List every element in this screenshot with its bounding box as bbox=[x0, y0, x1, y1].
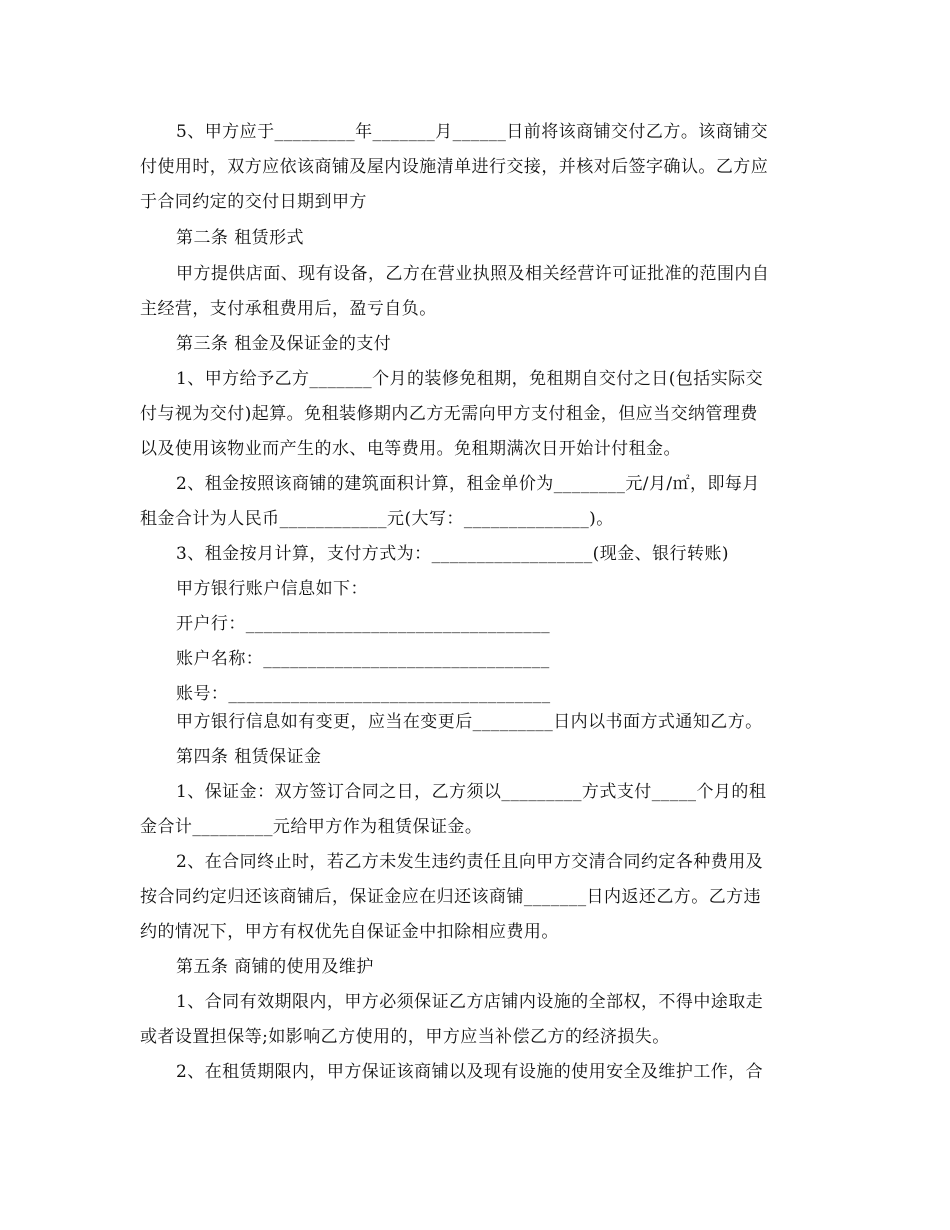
text-line: 5、甲方应于_________年_______月______日前将该商铺交付乙方。该商铺交 bbox=[176, 122, 769, 142]
text-line: 2、租金按照该商铺的建筑面积计算，租金单价为________元/月/㎡，即每月 bbox=[176, 474, 760, 494]
text-line: 3、租金按月计算，支付方式为：__________________(现金、银行转账) bbox=[176, 544, 729, 564]
text-line: 开户行：__________________________________ bbox=[176, 614, 551, 634]
text-line: 1、保证金：双方签订合同之日，乙方须以_________方式支付_____个月的租 bbox=[176, 782, 767, 802]
text-line: 甲方银行账户信息如下： bbox=[176, 579, 368, 599]
text-line: 租金合计为人民币____________元(大写：______________)。 bbox=[140, 509, 614, 529]
text-line: 金合计_________元给甲方作为租赁保证金。 bbox=[140, 817, 483, 837]
section-heading: 第三条 租金及保证金的支付 bbox=[176, 334, 392, 354]
text-line: 付使用时，双方应依该商铺及屋内设施清单进行交接，并核对后签字确认。乙方应 bbox=[140, 157, 769, 177]
text-line: 付与视为交付)起算。免租装修期内乙方无需向甲方支付租金，但应当交纳管理费 bbox=[140, 404, 758, 424]
text-line: 1、甲方给予乙方_______个月的装修免租期，免租期自交付之日(包括实际交 bbox=[176, 369, 764, 389]
section-heading: 第五条 商铺的使用及维护 bbox=[176, 957, 374, 977]
text-line: 于合同约定的交付日期到甲方 bbox=[140, 192, 367, 212]
text-line: 甲方银行信息如有变更，应当在变更后_________日内以书面方式通知乙方。 bbox=[176, 712, 763, 732]
text-line: 2、在合同终止时，若乙方未发生违约责任且向甲方交清合同约定各种费用及 bbox=[176, 852, 764, 872]
text-line: 按合同约定归还该商铺后，保证金应在归还该商铺_______日内返还乙方。乙方违 bbox=[140, 887, 762, 907]
text-line: 或者设置担保等;如影响乙方使用的，甲方应当补偿乙方的经济损失。 bbox=[140, 1027, 670, 1047]
text-line: 以及使用该物业而产生的水、电等费用。免租期满次日开始计付租金。 bbox=[140, 439, 681, 459]
section-heading: 第二条 租赁形式 bbox=[176, 228, 305, 248]
text-line: 1、合同有效期限内，甲方必须保证乙方店铺内设施的全部权，不得中途取走 bbox=[176, 992, 764, 1012]
text-line: 2、在租赁期限内，甲方保证该商铺以及现有设施的使用安全及维护工作，合 bbox=[176, 1062, 764, 1082]
text-line: 甲方提供店面、现有设备，乙方在营业执照及相关经营许可证批准的范围内自 bbox=[176, 264, 770, 284]
text-line: 账号：____________________________________ bbox=[176, 684, 551, 704]
text-line: 账户名称：________________________________ bbox=[176, 649, 550, 669]
text-line: 主经营，支付承租费用后，盈亏自负。 bbox=[140, 299, 437, 319]
section-heading: 第四条 租赁保证金 bbox=[176, 747, 322, 767]
text-line: 约的情况下，甲方有权优先自保证金中扣除相应费用。 bbox=[140, 922, 559, 942]
